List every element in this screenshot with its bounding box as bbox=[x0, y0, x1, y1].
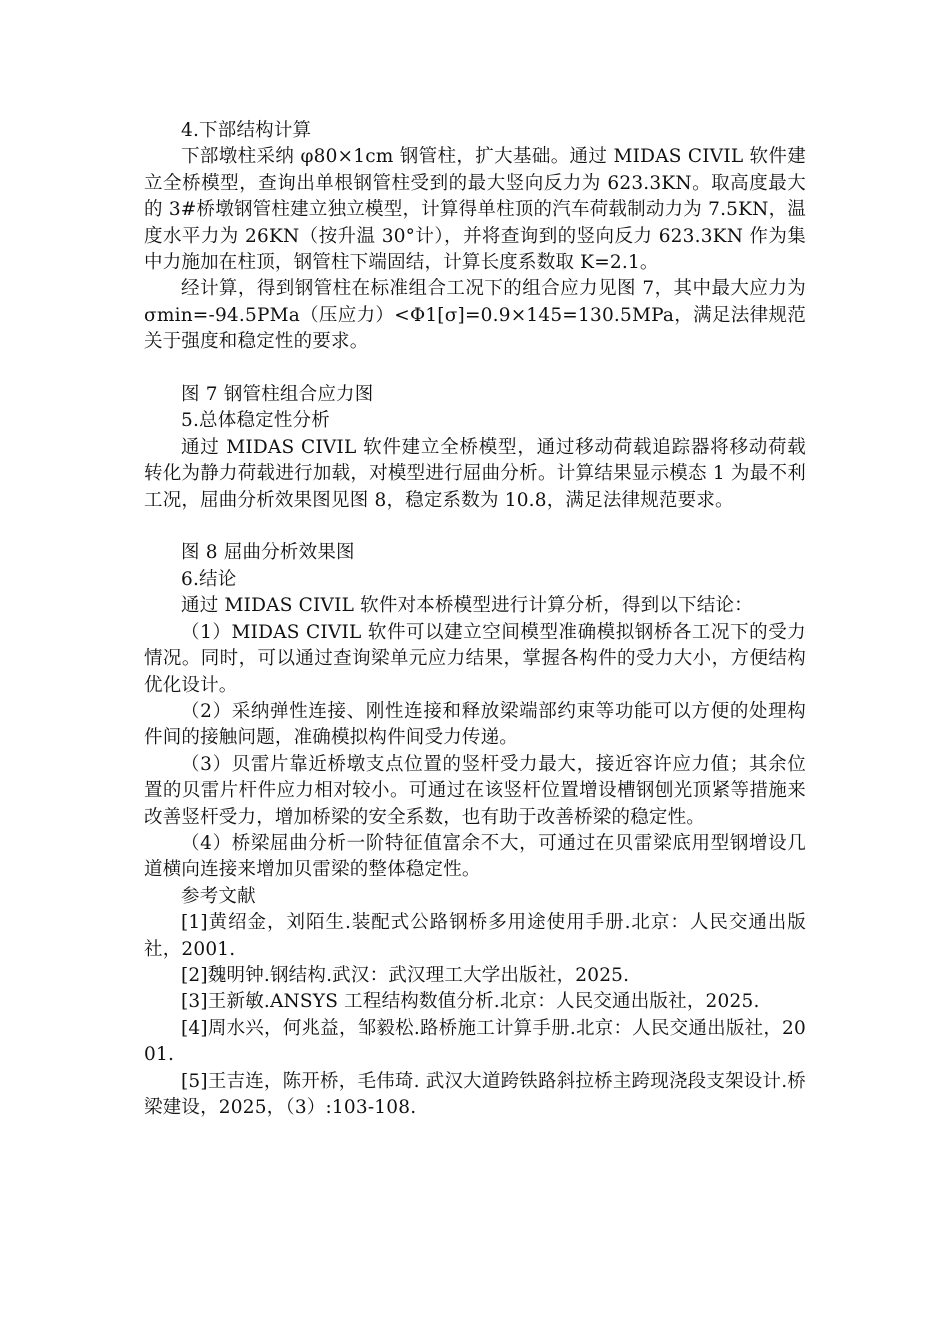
figure-placeholder-8 bbox=[144, 514, 806, 540]
conclusion-item: （1）MIDAS CIVIL 软件可以建立空间模型准确模拟钢桥各工况下的受力情况。同时，可以通过查询梁单元应力结果，掌握各构件的受力大小，方便结构优化设计。 bbox=[144, 621, 806, 696]
reference-item: [2]魏明钟.钢结构.武汉：武汉理工大学出版社，2025. bbox=[181, 964, 630, 986]
section-heading-conclusion: 6.结论 bbox=[181, 568, 237, 590]
conclusion-item: （2）采纳弹性连接、刚性连接和释放梁端部约束等功能可以方便的处理构件间的接触问题，准确模拟构件间受力传递。 bbox=[144, 700, 806, 749]
reference-item: [3]王新敏.ANSYS 工程结构数值分析.北京：人民交通出版社，2025. bbox=[181, 991, 760, 1013]
document-body bbox=[144, 118, 806, 1121]
figure-caption-7: 图 7 钢管柱组合应力图 bbox=[181, 384, 374, 406]
conclusion-item: （4）桥梁屈曲分析一阶特征值富余不大，可通过在贝雷梁底用型钢增设几道横向连接来增加贝雷梁的整体稳定性。 bbox=[144, 832, 806, 881]
paragraph: 通过 MIDAS CIVIL 软件对本桥模型进行计算分析，得到以下结论： bbox=[181, 595, 753, 617]
section-heading-substructure: 4.下部结构计算 bbox=[181, 120, 312, 141]
reference-item: [4]周水兴，何兆益，邹毅松.路桥施工计算手册.北京：人民交通出版社，2001. bbox=[144, 1017, 806, 1066]
reference-item: [1]黄绍金，刘陌生.装配式公路钢桥多用途使用手册.北京：人民交通出版社，2001. bbox=[144, 912, 806, 960]
figure-placeholder-7 bbox=[144, 356, 806, 382]
section-heading-stability: 5.总体稳定性分析 bbox=[181, 410, 330, 432]
conclusion-item: （3）贝雷片靠近桥墩支点位置的竖杆受力最大，接近容许应力值；其余位置的贝雷片杆件应力相对较小。可通过在该竖杆位置增设槽钢刨光顶紧等措施来改善竖杆受力，增加桥梁的安全系数，也有助于改善桥梁的稳定性。 bbox=[144, 753, 806, 828]
paragraph: 下部墩柱采纳 φ80×1cm 钢管柱，扩大基础。通过 MIDAS CIVIL 软件建立全桥模型，查询出单根钢管柱受到的最大竖向反力为 623.3KN。取高度最大的 3#桥墩钢管柱建立独立模型，计算得单柱顶的汽车荷载制动力为 7.5KN，温度水平力为 26KN（按升温 30°计），并将查询到的竖向反力 623.3KN 作为集中力施加在柱顶，钢管柱下端固结，计算长度系数取 K=2.1。 bbox=[144, 146, 806, 274]
figure-caption-8: 图 8 屈曲分析效果图 bbox=[181, 542, 355, 564]
reference-item: [5]王吉连，陈开桥，毛伟琦. 武汉大道跨铁路斜拉桥主跨现浇段支架设计.桥梁建设，2025，（3）:103-108. bbox=[144, 1070, 806, 1118]
section-heading-references: 参考文献 bbox=[181, 885, 256, 907]
paragraph: 通过 MIDAS CIVIL 软件建立全桥模型，通过移动荷载追踪器将移动荷载转化为静力荷载进行加载，对模型进行屈曲分析。计算结果显示模态 1 为最不利工况，屈曲分析效果图见图 8，稳定系数为 10.8，满足法律规范要求。 bbox=[144, 436, 806, 511]
paragraph: 经计算，得到钢管柱在标准组合工况下的组合应力见图 7，其中最大应力为 σmin=-94.5PMa（压应力）<Φ1[σ]=0.9×145=130.5MPa，满足法律规范关于强度和稳定性的要求。 bbox=[144, 278, 806, 353]
